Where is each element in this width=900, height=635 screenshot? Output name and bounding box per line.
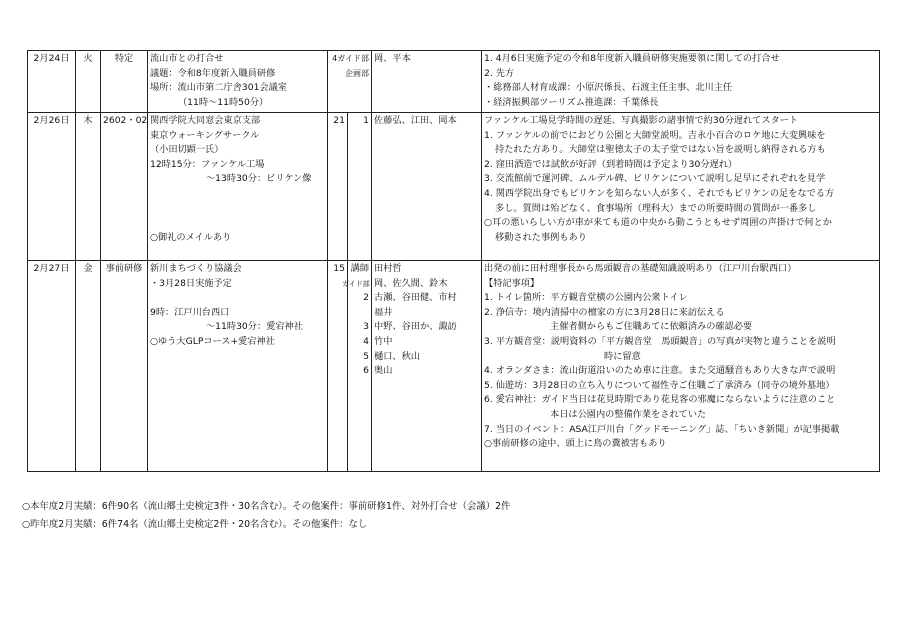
weekday-cell: 金 [76, 261, 101, 472]
guide-names: 岡、平本 [374, 53, 411, 64]
note-line: 多し。質問は殆どなく、食事場所（理科大）までの所要時間の質問が一番多し [495, 202, 817, 214]
participant-count: 15 [328, 261, 348, 472]
note-line: 3. 交流館前で運河碑、ムルデル碑、ビリケンについて説明し足早にそれぞれを見学 [484, 173, 826, 185]
date-cell: 2月26日 [28, 113, 76, 261]
note-line: 移動された事例もあり [495, 231, 587, 243]
type-cell: 2602・02 [101, 113, 148, 261]
count-role-cell [328, 51, 372, 113]
table-row [28, 51, 880, 113]
guide-names: 竹中 [374, 335, 393, 347]
guides-cell [372, 51, 482, 113]
detail-line: 議題：令和8年度新入職員研修 [150, 67, 276, 79]
note-line: 1. トイレ箇所：平方観音堂横の公園内公衆トイレ [484, 292, 688, 304]
note-line: 5. 仙遊坊：3月28日の立ち入りについて福性寺ご住職ご了承済み（同寺の境外墓地） [484, 379, 835, 391]
guide-names: 田村哲 [374, 263, 402, 274]
note-line: 出発の前に田村理事長から馬頭観音の基礎知識説明あり（江戸川台駅西口） [484, 263, 797, 274]
guide-names: 福井 [374, 306, 393, 318]
note-line: 1. ファンケルの前でにおどり公園と大師堂説明。吉永小百合のロケ地に大変興味を [484, 129, 826, 141]
note-line: 主催者側からもご住職あてに依頼済みの確認必要 [550, 321, 753, 333]
group-number [350, 306, 369, 321]
note-line: 時に留意 [604, 350, 641, 362]
summary-this-year: ○本年度2月実績：6件90名（流山郷土史検定3件・30名含む）。その他案件：事前研修1件、対外打合せ（会議）2件 [22, 501, 511, 512]
blank-line [150, 291, 325, 306]
activity-log-table [27, 50, 880, 472]
note-line: 3. 平方観音堂：説明資料の「平方観音堂 馬頭観音」の写真が実物と違うことを説明 [484, 335, 836, 347]
blank-line [150, 216, 325, 231]
note-line: ○事前研修の途中、頭上に鳥の糞被害もあり [484, 438, 667, 450]
detail-line: 場所：流山市第二庁舎301会議室 [150, 82, 287, 94]
note-line: ・経済振興部ツーリズム推進課：千葉係長 [484, 96, 659, 108]
note-line: 1. 4月6日実施予定の令和8年度新入職員研修実施要領に関しての打合せ [484, 53, 780, 64]
details-cell [148, 113, 328, 261]
detail-line: ・3月28日実施予定 [150, 277, 232, 289]
guides-cell [372, 261, 482, 472]
table-row [28, 261, 880, 472]
blank-line [150, 202, 325, 217]
note-line: ・総務部人材育成課：小原沢係長、石渡主任主事、北川主任 [484, 82, 733, 94]
note-line: 【特記事項】 [484, 277, 540, 289]
group-number: 3 [363, 321, 370, 333]
summary-last-year: ○昨年度2月実績：6件74名（流山郷土史検定2件・20名含む）。その他案件：なし [22, 519, 368, 530]
note-line: 7. 当日のイベント：ASA江戸川台「グッドモーニング」誌、「ちいき新聞」が記事掲載 [484, 423, 840, 435]
role-label: 講師 [350, 263, 370, 274]
date-cell: 2月27日 [28, 261, 76, 472]
note-line: 本日は公園内の整備作業をされていた [550, 408, 707, 420]
role-label: ガイド部 [342, 279, 370, 288]
role-label: ガイド部 [337, 54, 370, 63]
group-number: 6 [363, 365, 370, 377]
group-number: 4 [363, 335, 370, 347]
detail-line: ～13時30分：ビリケン像 [206, 173, 312, 185]
group-number: 1 [348, 113, 372, 261]
participant-count: 4 [332, 54, 338, 63]
details-cell [148, 261, 328, 472]
monthly-summary [22, 498, 510, 534]
details-cell [148, 51, 328, 113]
note-line: 2. 先方 [484, 67, 515, 79]
note-line: 4. オランダさま：流山街道沿いのため車に注意。また交通騒音もあり大きな声で説明 [484, 365, 836, 377]
guide-names: 奥山 [374, 365, 393, 377]
note-line: 6. 愛宕神社：ガイド当日は花見時期であり花見客の邪魔にならないように注意のこと [484, 394, 836, 406]
notes-cell [482, 113, 880, 261]
type-cell: 事前研修 [101, 261, 148, 472]
group-number: 2 [363, 292, 370, 304]
detail-line: 東京ウォーキングサークル [150, 129, 260, 141]
guide-names: 中野、谷田か、諏訪 [374, 321, 457, 333]
guide-names: 古瀬、谷田健、市村 [374, 292, 457, 304]
guide-names: 岡、佐久間、鈴木 [374, 277, 448, 289]
detail-line: 関西学院大同窓会東京支部 [150, 115, 261, 126]
detail-line: （11時～11時50分） [178, 96, 269, 108]
note-line: ファンケル工場見学時間の遅延、写真撮影の諸事情で約30分遅れてスタート [484, 115, 799, 126]
weekday-cell: 火 [76, 51, 101, 113]
weekday-cell: 木 [76, 113, 101, 261]
guide-names: 佐藤弘、江田、岡本 [374, 115, 457, 126]
note-line: 2. 窪田酒造では試飲が好評（到着時間は予定より30分遅れ） [484, 158, 738, 170]
note-line: 4. 関西学院出身でもビリケンを知らない人が多く、それでもビリケンの足をなでる方 [484, 187, 835, 199]
note-line: ○耳の悪いらしい方が車が来ても道の中央から動こうともせず周囲の声掛けで何とか [484, 217, 832, 229]
role-label: 企画部 [345, 68, 370, 78]
group-number: 5 [363, 350, 370, 362]
blank-line [150, 187, 325, 202]
detail-line: 新川まちづくり協議会 [150, 263, 242, 274]
group-number-column [342, 261, 372, 472]
table-row [28, 113, 880, 261]
notes-cell [482, 261, 880, 472]
guide-names: 樋口、秋山 [374, 350, 420, 362]
detail-line: 12時15分：ファンケル工場 [150, 158, 265, 170]
detail-line: ～11時30分：愛宕神社 [206, 321, 303, 333]
detail-line: ○御礼のメイルあり [150, 231, 232, 243]
note-line: 持たれた方あり。大師堂は聖徳太子の太子堂ではない旨を説明し納得される方も [495, 144, 826, 156]
notes-cell [482, 51, 880, 113]
participant-count: 21 [328, 113, 348, 261]
type-cell: 特定 [101, 51, 148, 113]
guides-cell [372, 113, 482, 261]
note-line: 2. 浄信寺：境内清掃中の檀家の方に3月28日に来訪伝える [484, 306, 725, 318]
detail-line: 9時：江戸川台西口 [150, 306, 230, 318]
detail-line: 流山市との打合せ [150, 53, 224, 64]
detail-line: ○ゆう大GLPコース+愛宕神社 [150, 335, 275, 347]
date-cell: 2月24日 [28, 51, 76, 113]
detail-line: （小田切顕一氏） [150, 144, 224, 156]
